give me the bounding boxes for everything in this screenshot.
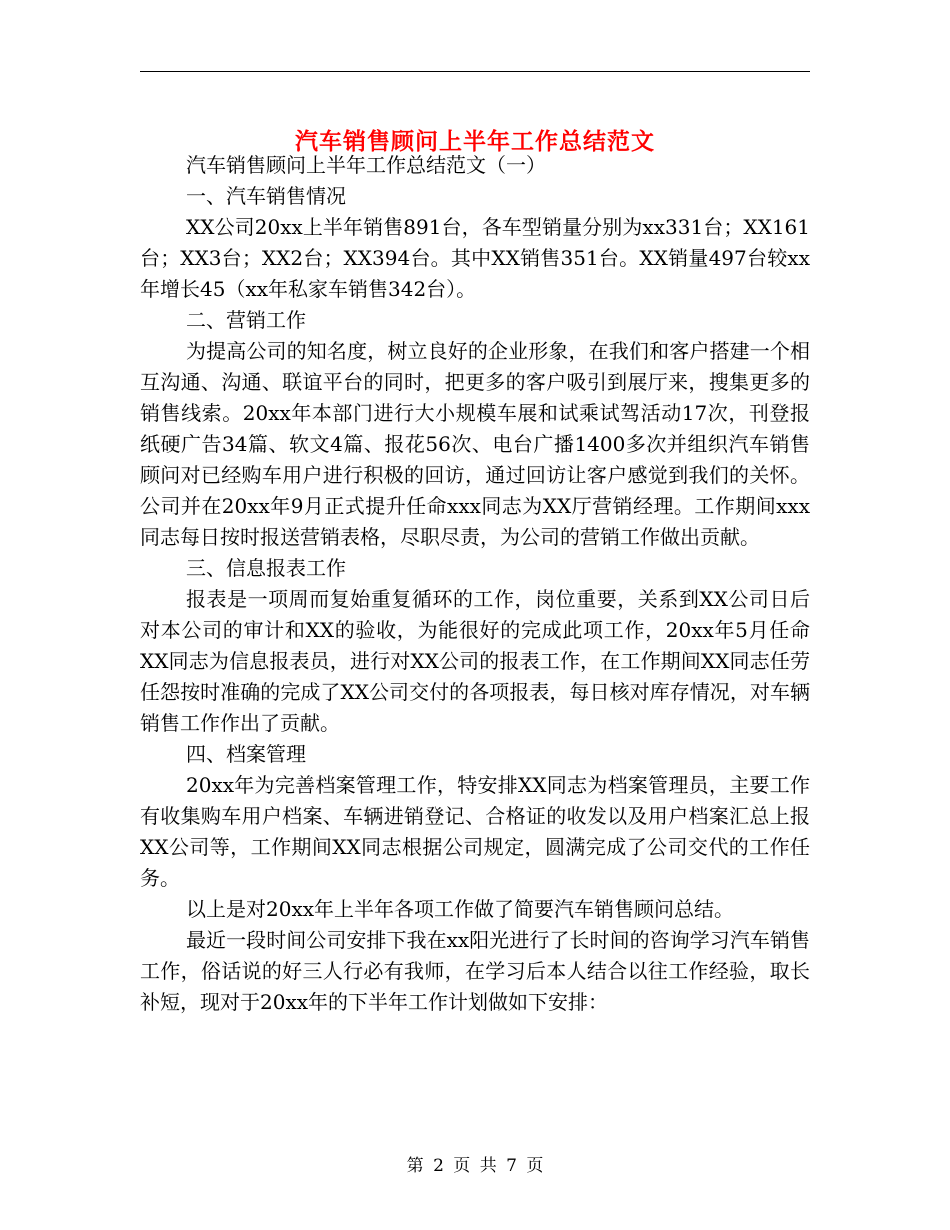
header-rule (140, 71, 810, 72)
page-number: 第 2 页 共 7 页 (406, 1156, 544, 1176)
paragraph-plan: 最近一段时间公司安排下我在xx阳光进行了长时间的咨询学习汽车销售工作，俗话说的好三人行必有我师，在学习后本人结合以往工作经验，取长补短，现对于20xx年的下半年工作计划做如下安排： (140, 928, 810, 1014)
section-heading-reports: 三、信息报表工作 (186, 556, 346, 580)
document-title: 汽车销售顾问上半年工作总结范文 (295, 129, 655, 156)
paragraph-marketing: 为提高公司的知名度，树立良好的企业形象，在我们和客户搭建一个相互沟通、沟通、联谊平台的同时，把更多的客户吸引到展厅来，搜集更多的销售线索。20xx年本部门进行大小规模车展和试乘试驾活动17次，刊登报纸硬广告34篇、软文4篇、报花56次、电台广播1400多次并组织汽车销售顾问对已经购车用户进行积极的回访，通过回访让客户感觉到我们的关怀。公司并在20xx年9月正式提升任命xxx同志为XX厅营销经理。工作期间xxx同志每日按时报送营销表格，尽职尽责，为公司的营销工作做出贡献。 (140, 339, 810, 549)
paragraph-summary: 以上是对20xx年上半年各项工作做了简要汽车销售顾问总结。 (186, 897, 735, 921)
paragraph-reports: 报表是一项周而复始重复循环的工作，岗位重要，关系到XX公司日后对本公司的审计和XX的验收，为能很好的完成此项工作，20xx年5月任命XX同志为信息报表员，进行对XX公司的报表工作，在工作期间XX同志任劳任怨按时准确的完成了XX公司交付的各项报表，每日核对库存情况，对车辆销售工作作出了贡献。 (140, 587, 810, 735)
document-body (140, 150, 810, 1018)
section-heading-archives: 四、档案管理 (186, 742, 306, 766)
section-heading-marketing: 二、营销工作 (186, 308, 306, 332)
section-heading-sales: 一、汽车销售情况 (186, 184, 346, 208)
paragraph-archives: 20xx年为完善档案管理工作，特安排XX同志为档案管理员，主要工作有收集购车用户档案、车辆进销登记、合格证的收发以及用户档案汇总上报XX公司等，工作期间XX同志根据公司规定，圆满完成了公司交代的工作任务。 (140, 773, 810, 890)
subtitle: 汽车销售顾问上半年工作总结范文（一） (186, 153, 546, 177)
paragraph-sales: XX公司20xx上半年销售891台，各车型销量分别为xx331台；XX161台；XX3台；XX2台；XX394台。其中XX销售351台。XX销量497台较xx年增长45（xx年私家车销售342台）。 (140, 215, 810, 301)
